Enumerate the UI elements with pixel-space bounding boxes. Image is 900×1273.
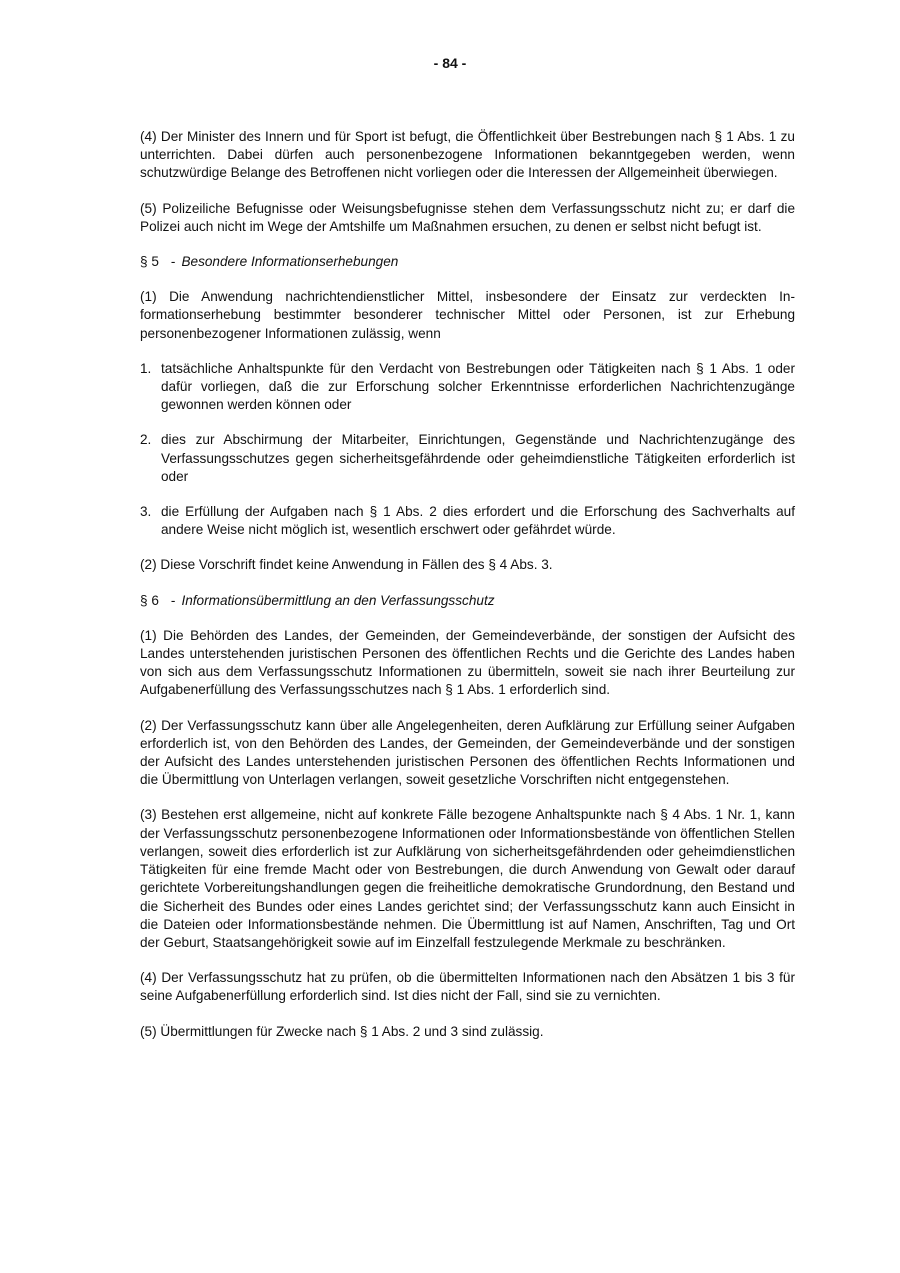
section-heading-6 — [140, 592, 795, 610]
section-6-paragraph-1: (1) Die Behörden des Landes, der Gemeinden, der Gemeindeverbände, der sonstigen der Aufsicht des Landes unterstehenden juristischen Personen des öffentlichen Rechts und die Gerichte des Landes haben von sich aus dem Verfassungsschutz Informationen zu übermitteln, soweit sie nach ihrer Beurteilung zur Aufgabenerfüllung des Verfassungsschutzes nach § 1 Abs. 1 erforderlich sind. — [140, 627, 795, 698]
section-separator: - — [170, 592, 176, 608]
list-item — [140, 360, 795, 415]
section-title: Informationsübermittlung an den Verfassungsschutz — [181, 592, 495, 608]
list-item-text: tatsächliche Anhaltspunkte für den Verdacht von Bestrebungen oder Tätigkeiten nach § 1 Abs. 1 oder dafür vorliegen, daß die zur Erforschung solcher Erkenntnisse erforderlichen Nachrichtenzugänge gewonnen werden können oder — [161, 360, 795, 413]
list-item-text: die Erfüllung der Aufgaben nach § 1 Abs. 2 dies erfordert und die Erforschung des Sachverhalts auf andere Weise nicht möglich ist, wesentlich erschwert oder gefährdet würde. — [161, 504, 795, 538]
list-item — [140, 503, 795, 539]
section-heading-5 — [140, 253, 795, 271]
section-6-paragraph-3: (3) Bestehen erst allgemeine, nicht auf konkrete Fälle bezogene Anhaltspunkte nach § 4 Abs. 1 Nr. 1, kann der Verfassungsschutz personenbezogene Informationen oder Informationsbestände von öffentlichen Stellen verlangen, soweit dies erforderlich ist zur Aufklärung von sicherheitsgefährdenden oder geheimdienstlichen Tätigkeiten für eine fremde Macht oder von Bestrebungen, die durch Anwendung von Gewalt oder darauf gerichtete Vorbereitungshandlungen gegen die freiheitliche demokratische Grundordnung, den Bestand und die Sicherheit des Bundes oder eines Landes gerichtet sind; der Verfassungsschutz kann auch Einsicht in die Dateien oder Informationsbestände nehmen. Die Übermittlung ist auf Namen, Anschriften, Tag und Ort der Geburt, Staatsangehörigkeit sowie auf im Einzelfall festzulegende Merkmale zu beschränken. — [140, 807, 795, 950]
list-item-text: dies zur Abschirmung der Mitarbeiter, Einrichtungen, Gegenstände und Nachrichtenzugänge des Verfassungsschutzes gegen sicherheitsgefährdende oder geheimdienstliche Tätigkeiten erforderlich ist oder — [161, 432, 795, 484]
paragraph-5: (5) Polizeiliche Befugnisse oder Weisungsbefugnisse stehen dem Verfassungsschutz nicht zu; er darf die Polizei auch nicht im Wege der Amtshilfe um Maßnahmen ersuchen, zu denen er selbst nicht befugt ist. — [140, 200, 795, 234]
list-item — [140, 431, 795, 486]
section-5-conditions-list — [140, 360, 795, 540]
list-item-number: 3. — [140, 504, 152, 520]
section-6-paragraph-2: (2) Der Verfassungsschutz kann über alle Angelegenheiten, deren Aufklärung zur Erfüllung seiner Aufgaben erforderlich ist, von den Behörden des Landes, der Gemeinden, der Gemeindeverbände und der sonstigen der Aufsicht des Landes unterstehenden juristischen Personen des öffentlichen Rechts Informationen und die Übermittlung von Unterlagen verlangen, soweit gesetzliche Vorschriften nicht entgegenstehen. — [140, 717, 795, 788]
section-5-paragraph-1: (1) Die Anwendung nachrichtendienstlicher Mittel, insbesondere der Einsatz zur verdeckten Informationserhebung bestimmter besonderer technischer Mittel oder Personen, ist zur Erhebung personenbezogener Informationen zulässig, wenn — [140, 289, 795, 341]
paragraph-4: (4) Der Minister des Innern und für Sport ist befugt, die Öffentlichkeit über Bestrebungen nach § 1 Abs. 1 zu unterrichten. Dabei dürfen auch personenbezogene Informationen bekanntgegeben werden, wenn schutzwürdige Belange des Betroffenen nicht vorliegen oder die Interessen der Allgemeinheit überwiegen. — [140, 129, 795, 181]
page-number: - 84 - — [433, 55, 467, 71]
section-separator: - — [170, 254, 176, 270]
section-6-paragraph-5: (5) Übermittlungen für Zwecke nach § 1 Abs. 2 und 3 sind zulässig. — [140, 1023, 544, 1039]
section-6-paragraph-4: (4) Der Verfassungsschutz hat zu prüfen, ob die übermittelten Informationen nach den Absätzen 1 bis 3 für seine Aufgabenerfüllung erforderlich sind. Ist dies nicht der Fall, sind sie zu vernichten. — [140, 970, 795, 1004]
section-5-paragraph-2: (2) Diese Vorschrift findet keine Anwendung in Fällen des § 4 Abs. 3. — [140, 557, 553, 573]
section-title: Besondere Informationserhebungen — [181, 254, 399, 270]
section-symbol: § 6 — [140, 592, 159, 608]
list-item-number: 2. — [140, 432, 152, 448]
section-symbol: § 5 — [140, 254, 159, 270]
document-body — [140, 128, 795, 1058]
list-item-number: 1. — [140, 360, 152, 376]
